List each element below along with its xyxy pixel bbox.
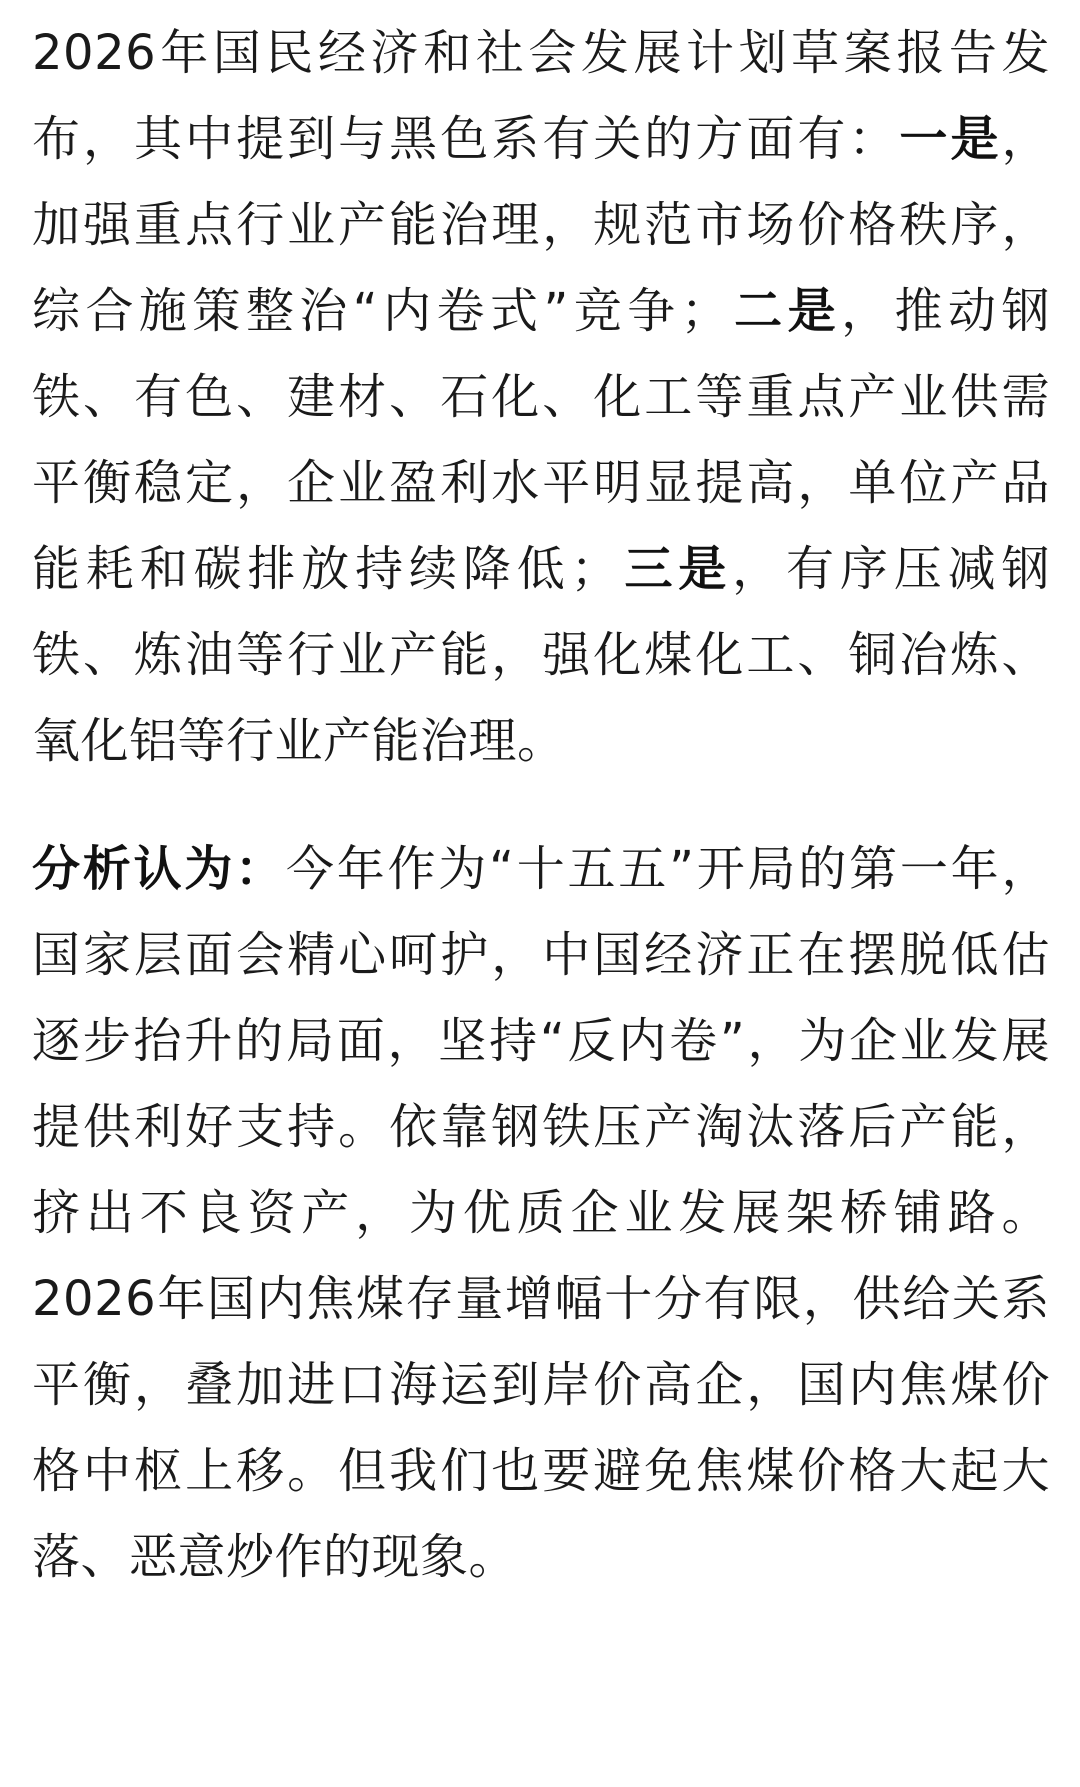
paragraph-intro: 2026年国民经济和社会发展计划草案报告发布，其中提到与黑色系有关的方面有：: [32, 25, 1050, 167]
analysis-text: 今年作为“十五五”开局的第一年，国家层面会精心呵护，中国经济正在摆脱低估逐步抬升的局面，坚持“反内卷”，为企业发展提供利好支持。依靠钢铁压产淘汰落后产能，挤出不良资产，为优质企业发展架桥铺路。2026年国内焦煤存量增幅十分有限，供给关系平衡，叠加进口海运到岸价高企，国内焦煤价格中枢上移。但我们也要避免焦煤价格大起大落、恶意炒作的现象。: [32, 841, 1050, 1585]
item-3-text: ，有序压减钢铁、炼油等行业产能，强化煤化工、铜冶炼、氧化铝等行业产能治理。: [32, 541, 1050, 769]
item-1-label: 一是: [899, 111, 1002, 167]
analysis-label: 分析认为：: [32, 841, 286, 897]
item-3-label: 三是: [619, 541, 733, 597]
paragraph-analysis: [32, 826, 1050, 1600]
item-1-text: ，加强重点行业产能治理，规范市场价格秩序，综合施策整治“内卷式”竞争；: [32, 111, 1050, 339]
item-2-text: ，推动钢铁、有色、建材、石化、化工等重点产业供需平衡稳定，企业盈利水平明显提高，单位产品能耗和碳排放持续降低；: [32, 283, 1050, 597]
paragraph-plan-report: [32, 10, 1050, 784]
item-2-label: 二是: [729, 283, 842, 339]
article-body: [32, 10, 1050, 1600]
